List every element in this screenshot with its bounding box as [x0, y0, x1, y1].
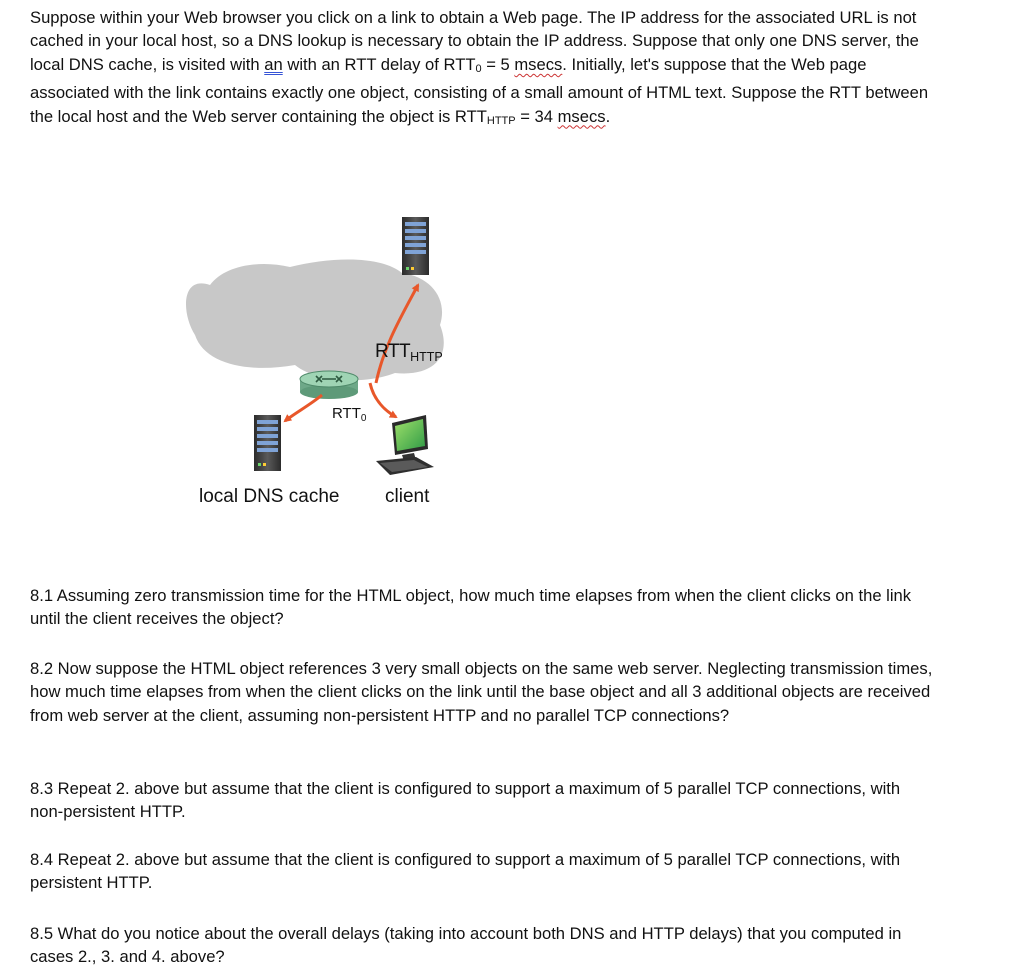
intro-paragraph: [30, 6, 935, 133]
client-label: client: [385, 486, 430, 507]
http-arrow-to-client: [370, 383, 396, 417]
intro-msecs-1: msecs: [514, 54, 563, 74]
question-8-5: 8.5 What do you notice about the overall delays (taking into account both DNS and HTTP delays) that you computed in cases 2., 3. and 4. above?: [30, 924, 902, 967]
router-icon: [300, 371, 358, 399]
question-8-4: 8.4 Repeat 2. above but assume that the client is configured to support a maximum of 5 parallel TCP connections, with persistent HTTP.: [30, 850, 901, 893]
rtt-http-label-main: RTT: [375, 341, 411, 362]
intro-text-3: = 5: [481, 54, 515, 74]
intro-text-1: Suppose within your Web browser you click on a link to obtain a Web page. The IP address for the associated URL is not cached in your local host, so a DNS lookup is necessary to obtain the IP address. Suppose that only one DNS server, the local DNS cache, is visited with: [30, 8, 919, 74]
rtt0-label: [332, 405, 366, 424]
question-8-3: 8.3 Repeat 2. above but assume that the client is configured to support a maximum of 5 parallel TCP connections, with non-persistent HTTP.: [30, 779, 901, 822]
rtt-http-label-sub: HTTP: [410, 350, 443, 364]
dns-server-icon: [254, 415, 281, 471]
intro-text-6: .: [605, 106, 611, 126]
intro-text-5: = 34: [515, 106, 558, 126]
intro-text-4: . Initially, let's suppose that the Web page associated with the link contains exactly one object, consisting of a small amount of HTML text. Suppose the RTT between the local host and the Web server containing the object is RTT: [30, 54, 929, 126]
rtt0-label-main: RTT: [332, 405, 361, 422]
rtt0-subscript: 0: [475, 62, 482, 75]
web-server-icon: [402, 217, 429, 275]
local-dns-cache-label: local DNS cache: [199, 486, 340, 507]
dns-arrow-to-cache: [285, 395, 322, 421]
intro-text-an: an: [264, 54, 283, 74]
rtt0-label-sub: 0: [360, 413, 367, 424]
question-8-2: 8.2 Now suppose the HTML object references 3 very small objects on the same web server. Neglecting transmission times, how much time elapses from when the client clicks on the link until the base object and all 3 additional objects are received from web server at the client, assuming non-persistent HTTP and no parallel TCP connections?: [30, 659, 933, 725]
network-diagram: [170, 205, 490, 515]
question-8-1: 8.1 Assuming zero transmission time for the HTML object, how much time elapses from when the client clicks on the link until the client receives the object?: [30, 586, 912, 629]
intro-text-2: with an RTT delay of RTT: [282, 54, 476, 74]
rtt-http-label: [375, 341, 443, 364]
client-computer-icon: [376, 415, 434, 475]
rtthttp-subscript: HTTP: [486, 114, 516, 127]
intro-msecs-2: msecs: [557, 106, 606, 126]
